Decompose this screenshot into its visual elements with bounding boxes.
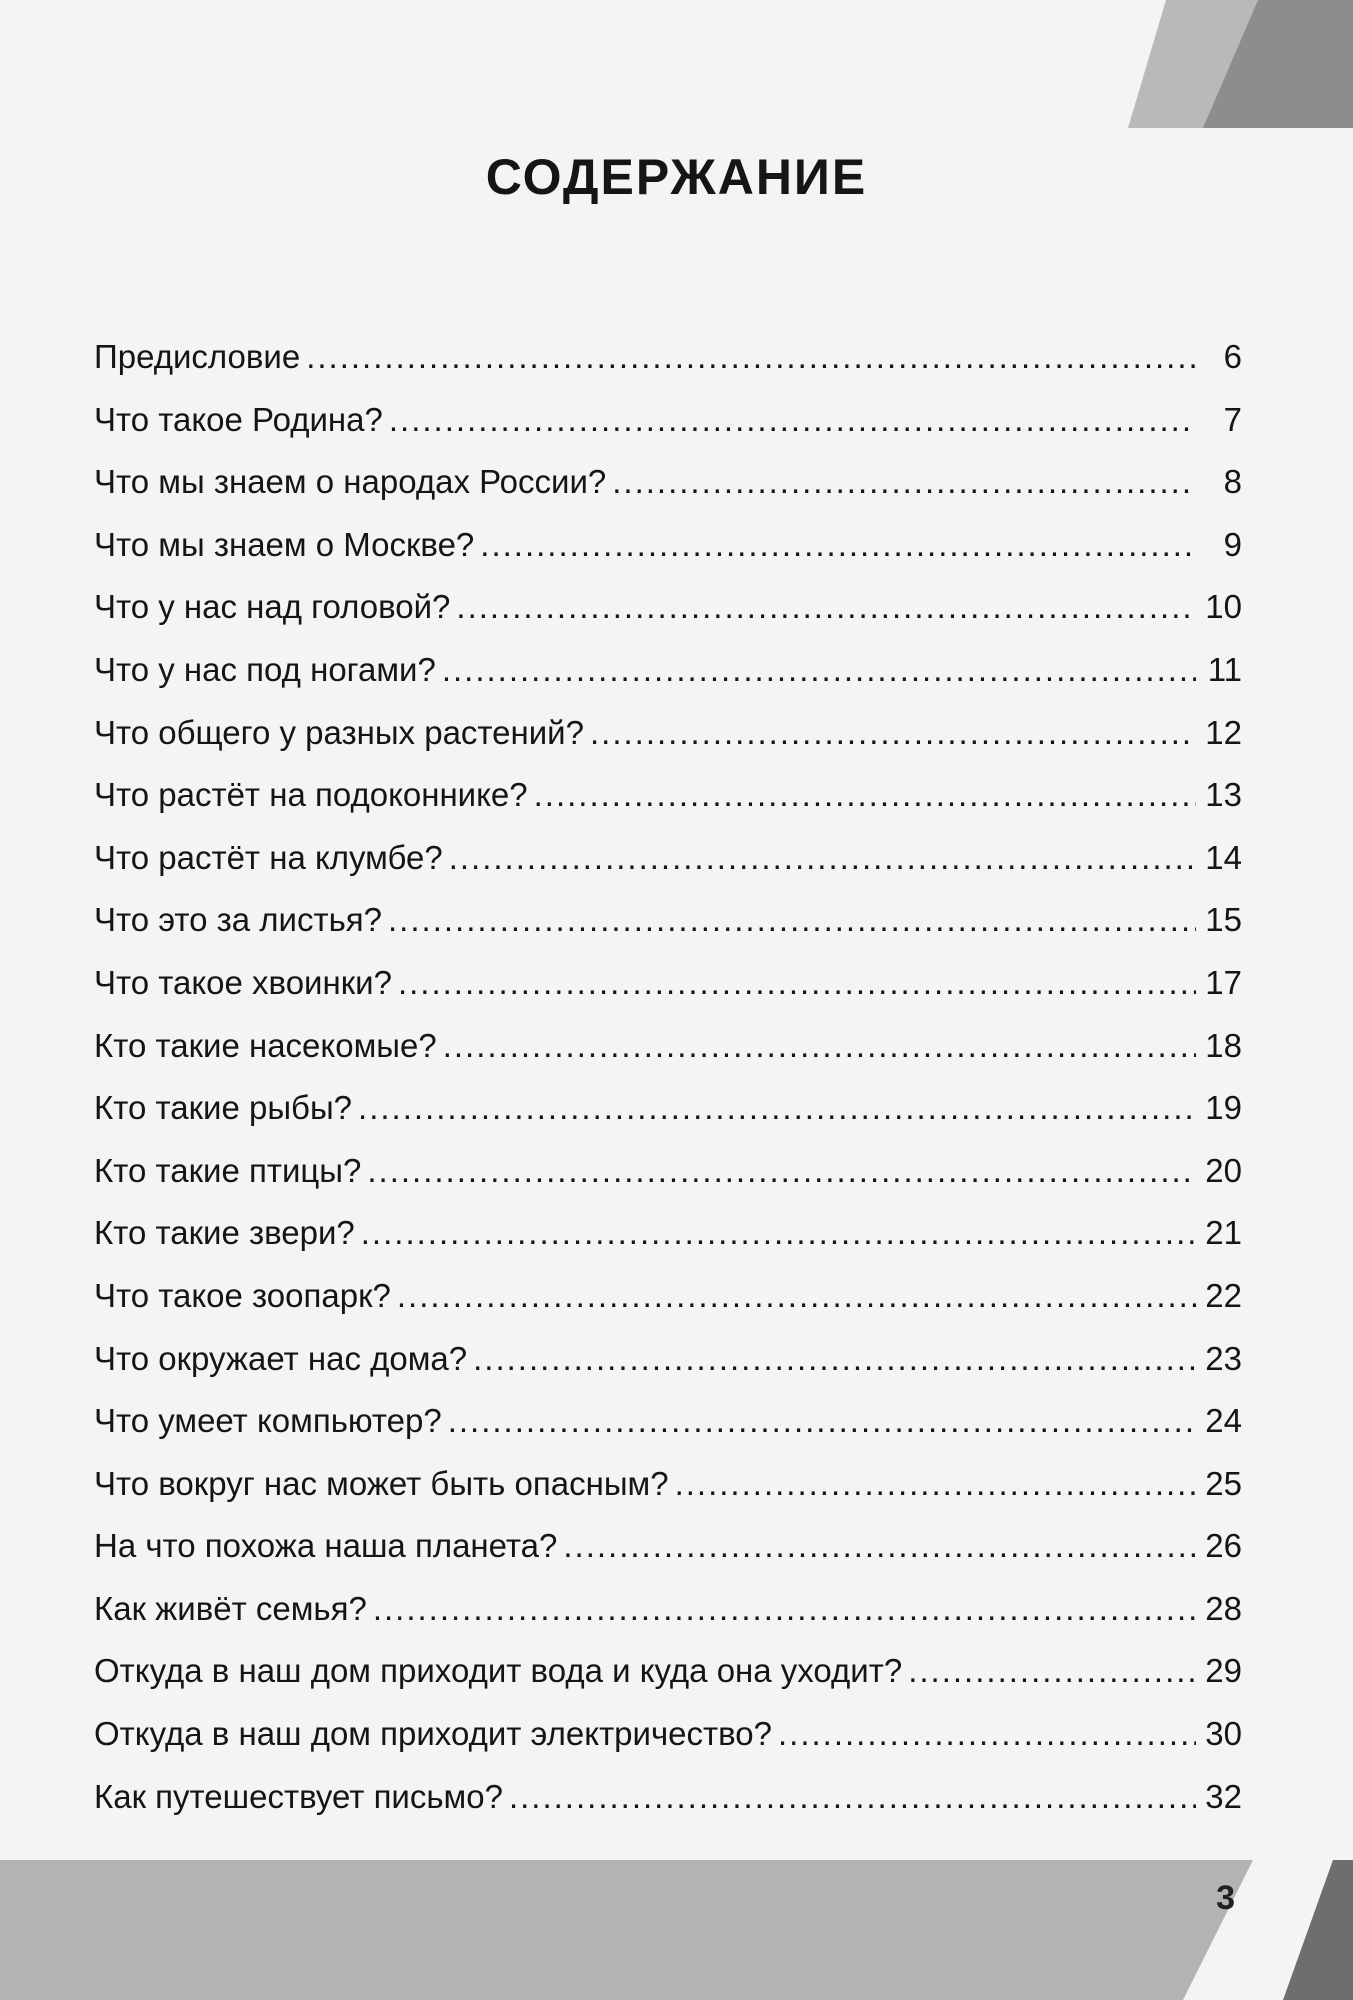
toc-entry-title: Что мы знаем о народах России? [94,463,607,501]
toc-dot-leader [388,889,1196,951]
toc-dot-leader [473,1328,1196,1390]
table-of-contents [94,326,1242,1828]
toc-entry [94,1640,1242,1703]
toc-entry [94,764,1242,827]
toc-dot-leader [509,1766,1196,1828]
toc-entry-page: 11 [1207,650,1242,688]
footer-band [0,1860,1353,2000]
toc-entry [94,1703,1242,1766]
toc-entry [94,1265,1242,1328]
toc-entry-title: Кто такие рыбы? [94,1089,353,1127]
toc-dot-leader [908,1640,1196,1702]
toc-entry-title: Что окружает нас дома? [94,1339,468,1377]
toc-dot-leader [442,639,1196,701]
toc-entry-title: Что общего у разных растений? [94,713,584,751]
toc-entry [94,1578,1242,1641]
toc-entry-page: 18 [1205,1026,1242,1064]
toc-entry-title: Как живёт семья? [94,1589,367,1627]
toc-entry [94,576,1242,639]
toc-entry [94,1390,1242,1453]
toc-entry-page: 23 [1205,1339,1242,1377]
toc-entry-page: 22 [1205,1276,1242,1314]
toc-dot-leader [534,764,1196,826]
toc-entry [94,1766,1242,1829]
toc-entry-page: 30 [1205,1715,1242,1753]
toc-entry-title: Что такое зоопарк? [94,1276,391,1314]
toc-entry [94,514,1242,577]
page-title: СОДЕРЖАНИЕ [485,149,868,205]
toc-entry [94,1140,1242,1203]
toc-entry-page: 10 [1205,588,1242,626]
toc-entry-page: 19 [1205,1089,1242,1127]
toc-entry-title: Откуда в наш дом приходит электричество? [94,1715,772,1753]
toc-entry-page: 6 [1223,338,1242,375]
toc-entry-page: 15 [1205,901,1242,939]
toc-entry-title: Что умеет компьютер? [94,1402,442,1440]
toc-entry-page: 12 [1205,713,1242,751]
toc-entry [94,702,1242,765]
toc-entry-title: На что похожа наша планета? [94,1527,558,1565]
toc-entry-title: Что мы знаем о Москве? [94,525,475,563]
toc-entry [94,1202,1242,1265]
toc-entry-title: Откуда в наш дом приходит вода и куда она уходит? [94,1652,903,1690]
toc-entry [94,639,1242,702]
toc-entry-page: 29 [1205,1652,1242,1690]
toc-dot-leader [675,1453,1196,1515]
toc-dot-leader [373,1578,1196,1640]
toc-entry-page: 13 [1205,776,1242,814]
toc-dot-leader [361,1202,1196,1264]
toc-dot-leader [306,326,1196,388]
toc-entry [94,326,1242,389]
toc-dot-leader [563,1515,1196,1577]
toc-entry [94,1015,1242,1078]
toc-entry [94,1328,1242,1391]
toc-entry-title: Что такое Родина? [94,400,383,438]
toc-entry-page: 32 [1205,1777,1242,1815]
toc-dot-leader [448,1390,1196,1452]
toc-entry-page: 14 [1205,838,1242,876]
toc-entry [94,1515,1242,1578]
toc-entry-page: 17 [1205,963,1242,1001]
toc-entry-title: Что вокруг нас может быть опасным? [94,1464,669,1502]
toc-dot-leader [449,827,1196,889]
toc-dot-leader [398,952,1196,1014]
toc-entry [94,451,1242,514]
toc-dot-leader [397,1265,1196,1327]
toc-entry-title: Кто такие насекомые? [94,1026,437,1064]
toc-dot-leader [367,1140,1196,1202]
toc-entry [94,952,1242,1015]
toc-entry-page: 8 [1223,463,1242,501]
toc-entry-page: 24 [1205,1402,1242,1440]
toc-entry-title: Что это за листья? [94,901,383,939]
toc-entry [94,1077,1242,1140]
toc-entry-page: 20 [1205,1151,1242,1189]
toc-entry-title: Как путешествует письмо? [94,1777,503,1815]
toc-entry [94,389,1242,452]
toc-dot-leader [443,1015,1196,1077]
toc-dot-leader [480,514,1196,576]
toc-dot-leader [590,702,1196,764]
toc-entry-title: Что растёт на клумбе? [94,838,443,876]
toc-entry-title: Кто такие птицы? [94,1151,362,1189]
toc-entry-title: Кто такие звери? [94,1214,355,1252]
toc-dot-leader [778,1703,1196,1765]
toc-entry-page: 21 [1205,1214,1242,1252]
toc-dot-leader [358,1077,1196,1139]
toc-entry-title: Что у нас под ногами? [94,650,436,688]
toc-entry-title: Предисловие [94,338,301,375]
toc-entry-title: Что такое хвоинки? [94,963,392,1001]
page-number: 3 [1216,1879,1235,1917]
toc-entry-page: 26 [1205,1527,1242,1565]
toc-entry-title: Что у нас над головой? [94,588,451,626]
toc-dot-leader [612,451,1196,513]
toc-dot-leader [456,576,1196,638]
toc-entry-title: Что растёт на подоконнике? [94,776,528,814]
toc-entry-page: 25 [1205,1464,1242,1502]
toc-entry-page: 28 [1205,1589,1242,1627]
toc-entry [94,1453,1242,1516]
toc-dot-leader [389,389,1196,451]
toc-entry [94,889,1242,952]
toc-entry-page: 7 [1223,400,1242,438]
toc-entry-page: 9 [1223,525,1242,563]
toc-entry [94,827,1242,890]
